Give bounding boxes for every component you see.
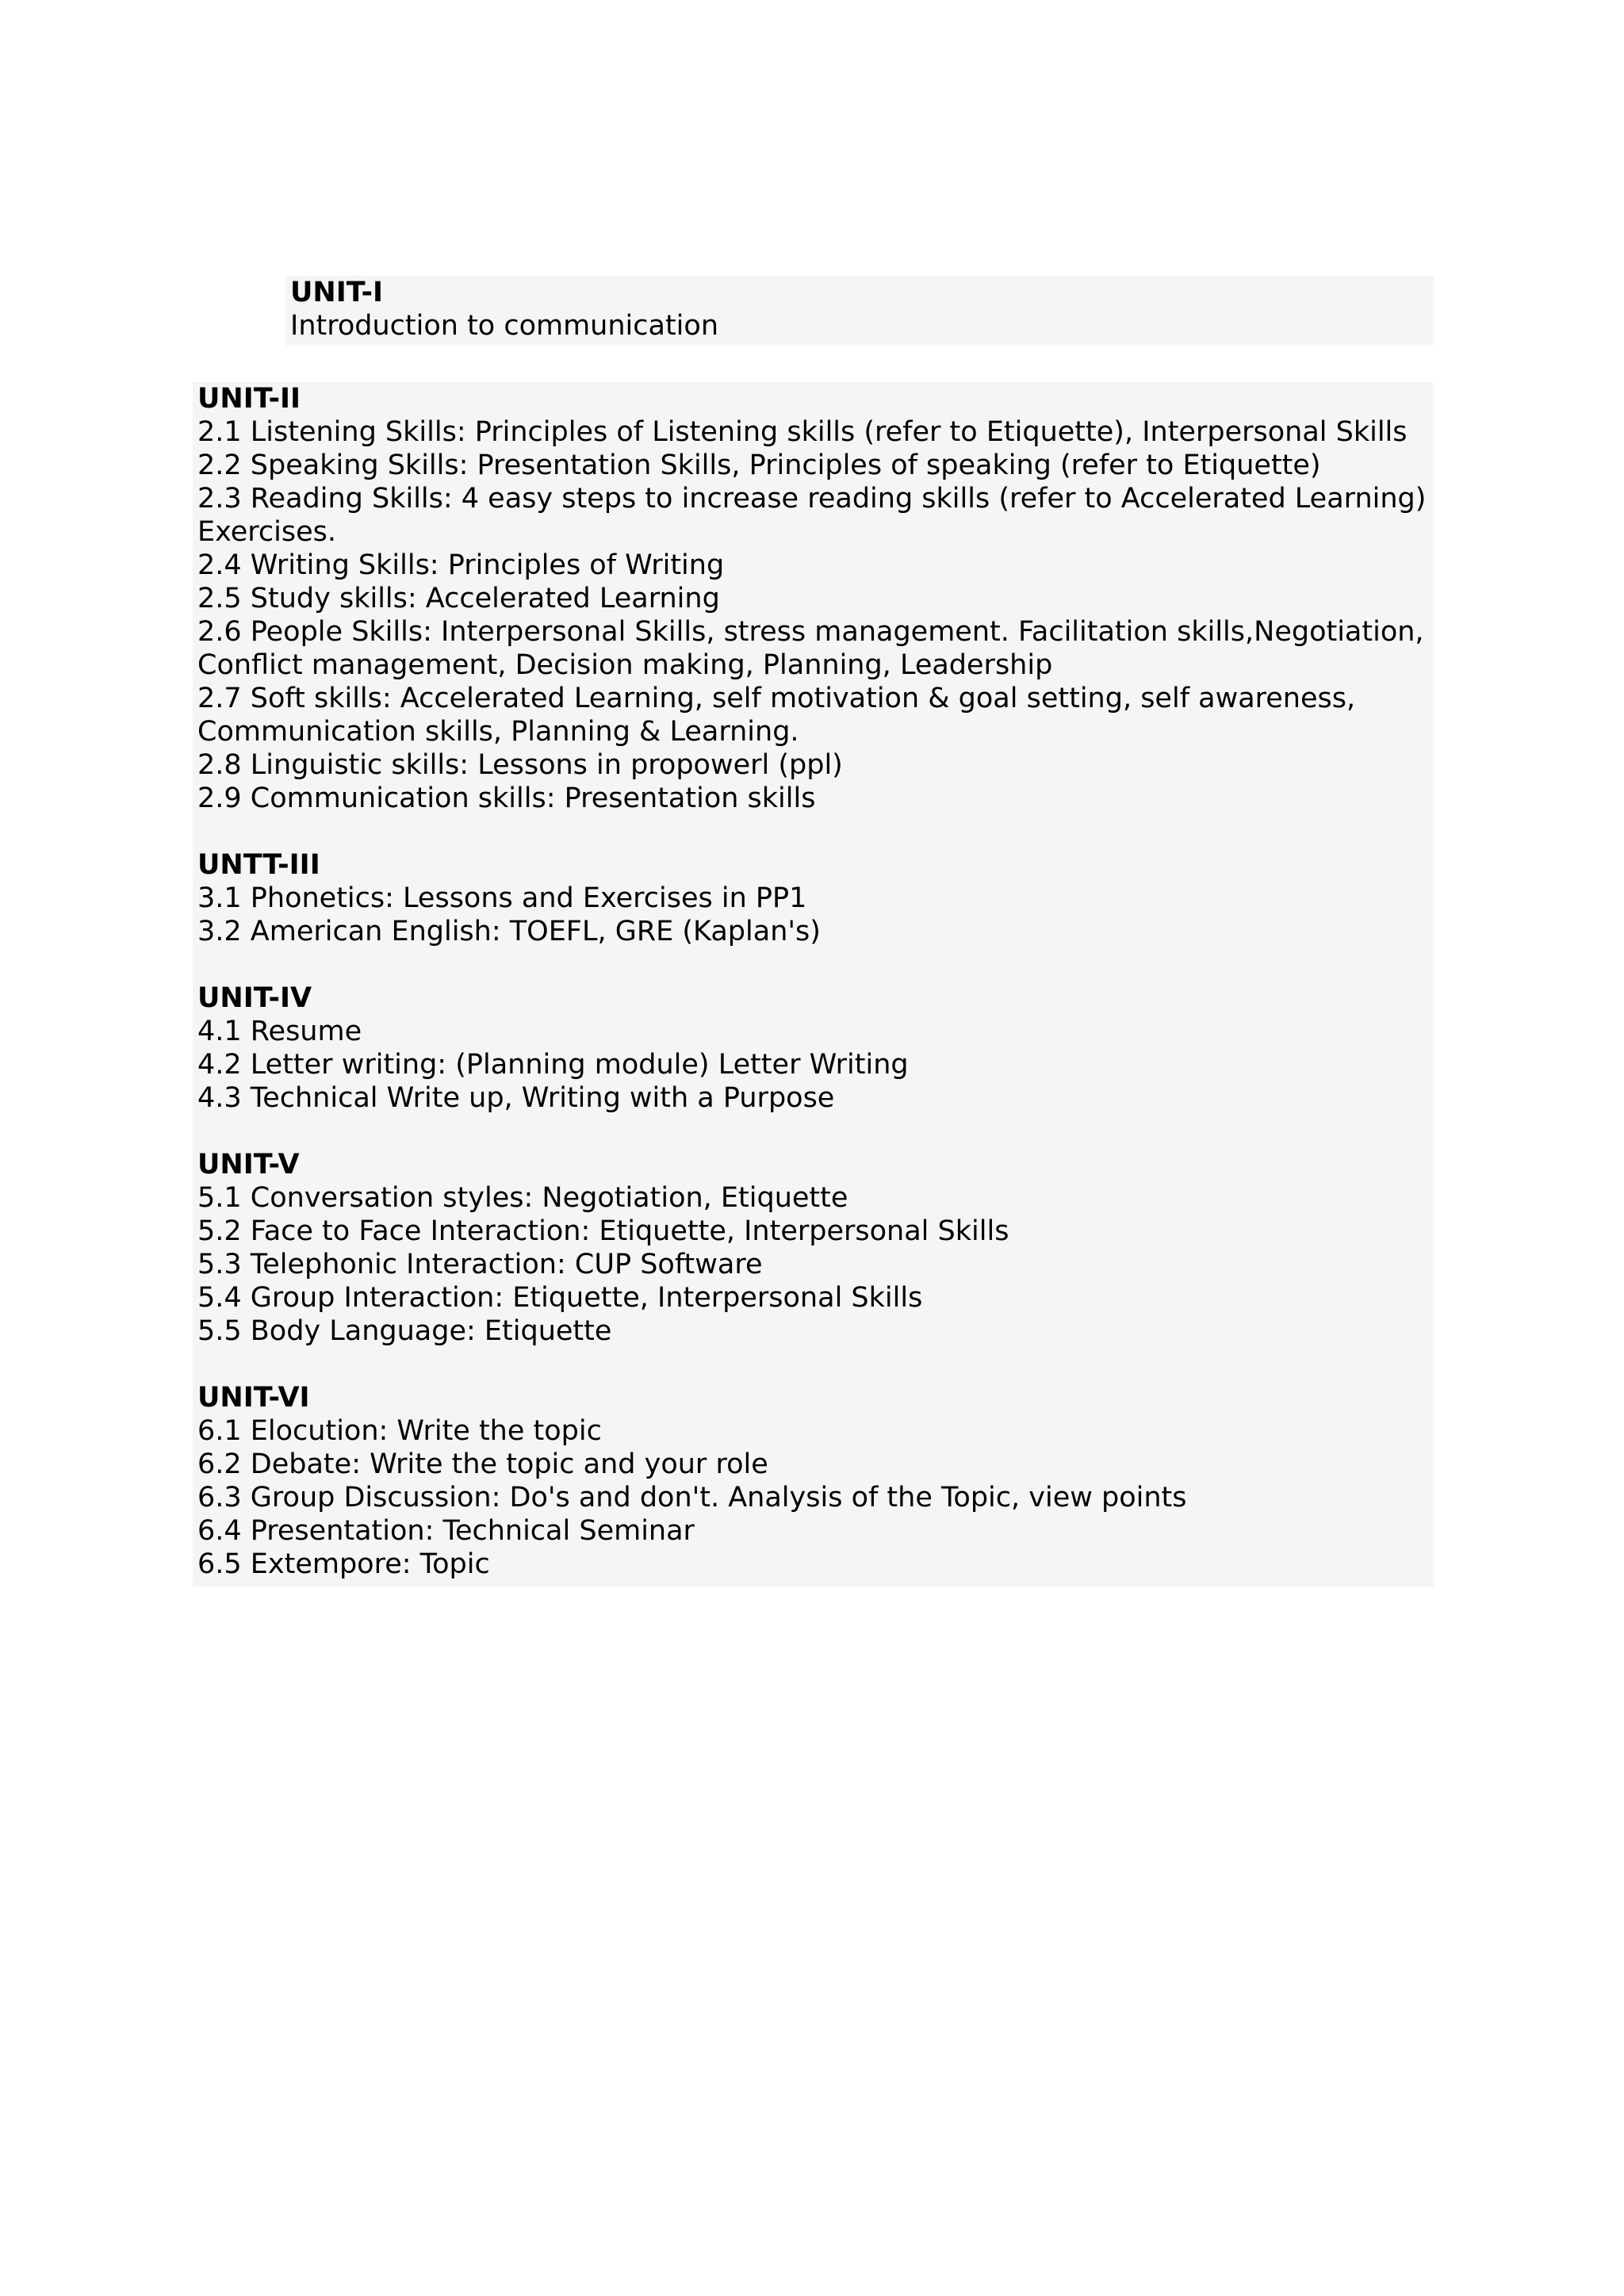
- unit-1-heading: UNIT-I: [290, 277, 384, 308]
- unit-2-line: 2.5 Study skills: Accelerated Learning: [197, 583, 720, 614]
- unit-2-line: Exercises.: [197, 516, 336, 548]
- unit-1-line: Introduction to communication: [290, 310, 719, 342]
- unit-6-heading: UNIT-VI: [197, 1382, 310, 1414]
- unit-4-line: 4.2 Letter writing: (Planning module) Letter Writing: [197, 1049, 909, 1081]
- unit-2-line: Communication skills, Planning & Learning.: [197, 716, 799, 748]
- section-spacer: [197, 948, 1434, 982]
- unit-2-line: 2.4 Writing Skills: Principles of Writing: [197, 549, 725, 581]
- unit-5-line: 5.5 Body Language: Etiquette: [197, 1315, 612, 1347]
- unit-2-line: 2.3 Reading Skills: 4 easy steps to increase reading skills (refer to Accelerated Learning): [197, 483, 1427, 515]
- unit-5-line: 5.1 Conversation styles: Negotiation, Etiquette: [197, 1182, 848, 1214]
- unit-6-line: 6.5 Extempore: Topic: [197, 1548, 490, 1580]
- unit-1-section: [285, 276, 1434, 346]
- section-spacer: [197, 1348, 1434, 1381]
- unit-2-line: 2.1 Listening Skills: Principles of Listening skills (refer to Etiquette), Interpersonal Skills: [197, 416, 1408, 448]
- unit-6-line: 6.4 Presentation: Technical Seminar: [197, 1515, 695, 1547]
- unit-4-line: 4.1 Resume: [197, 1016, 362, 1047]
- unit-2-line: 2.6 People Skills: Interpersonal Skills, stress management. Facilitation skills,Negotiation,: [197, 616, 1424, 648]
- unit-4-heading: UNIT-IV: [197, 982, 312, 1014]
- unit-3-line: 3.1 Phonetics: Lessons and Exercises in PP1: [197, 882, 807, 914]
- unit-6-line: 6.3 Group Discussion: Do's and don't. Analysis of the Topic, view points: [197, 1482, 1187, 1513]
- unit-2-line: 2.8 Linguistic skills: Lessons in propowerl (ppl): [197, 749, 843, 781]
- section-spacer: [197, 1115, 1434, 1148]
- syllabus-units: [193, 382, 1434, 1587]
- unit-3-heading: UNTT-III: [197, 849, 320, 881]
- unit-2-line: 2.2 Speaking Skills: Presentation Skills, Principles of speaking (refer to Etiquette): [197, 450, 1321, 481]
- unit-2-line: Conflict management, Decision making, Planning, Leadership: [197, 649, 1053, 681]
- unit-5-line: 5.4 Group Interaction: Etiquette, Interpersonal Skills: [197, 1282, 923, 1314]
- unit-6-line: 6.2 Debate: Write the topic and your role: [197, 1448, 768, 1480]
- section-spacer: [197, 815, 1434, 848]
- unit-4-line: 4.3 Technical Write up, Writing with a Purpose: [197, 1082, 835, 1114]
- unit-3-line: 3.2 American English: TOEFL, GRE (Kaplan's): [197, 916, 821, 947]
- unit-2-heading: UNIT-II: [197, 383, 301, 415]
- unit-2-line: 2.9 Communication skills: Presentation skills: [197, 783, 816, 814]
- unit-2-line: 2.7 Soft skills: Accelerated Learning, self motivation & goal setting, self awareness,: [197, 683, 1356, 714]
- unit-5-heading: UNIT-V: [197, 1149, 300, 1181]
- unit-5-line: 5.2 Face to Face Interaction: Etiquette, Interpersonal Skills: [197, 1215, 1009, 1247]
- unit-5-line: 5.3 Telephonic Interaction: CUP Software: [197, 1249, 763, 1280]
- unit-6-line: 6.1 Elocution: Write the topic: [197, 1415, 602, 1447]
